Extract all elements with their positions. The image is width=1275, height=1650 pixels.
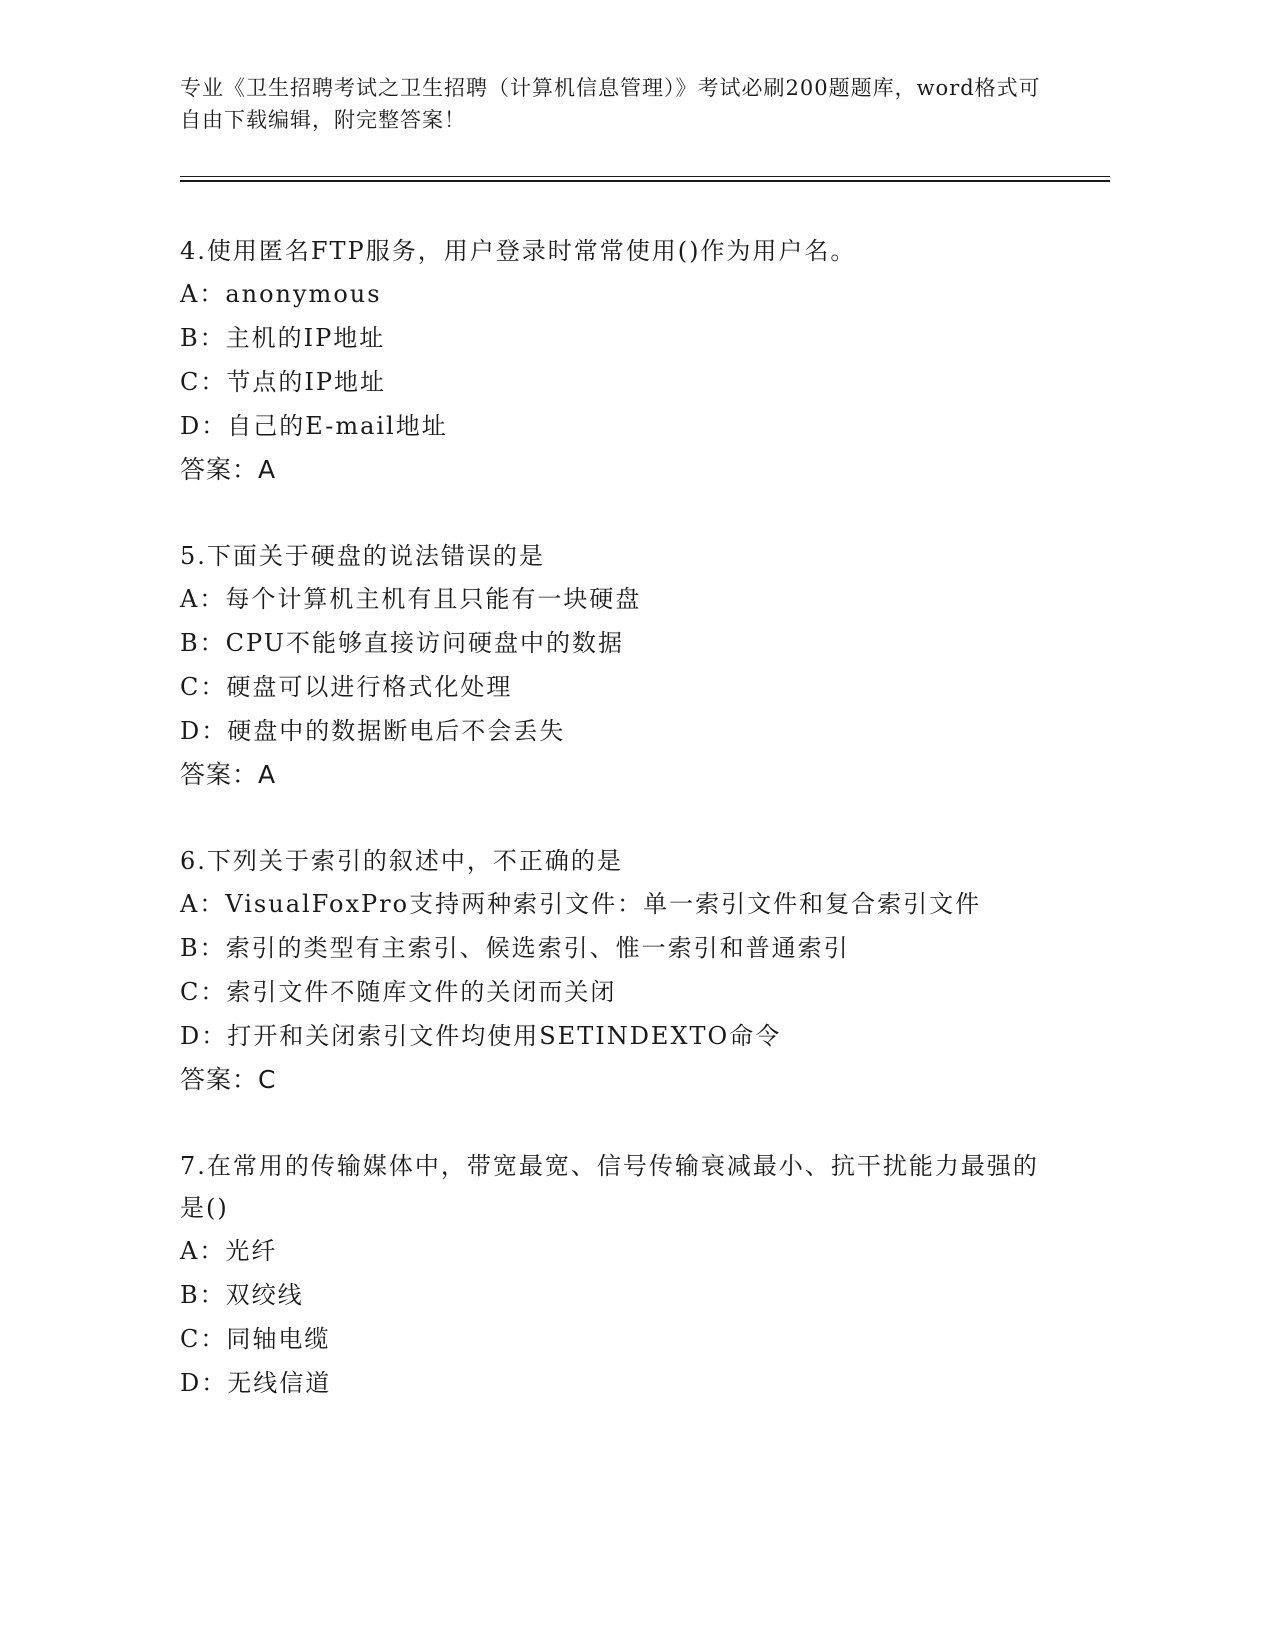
- option-b: B：CPU不能够直接访问硬盘中的数据: [180, 629, 624, 657]
- document-page: [180, 72, 1110, 1405]
- option-d: D：自己的E-mail地址: [180, 412, 448, 440]
- question-stem: 6.下列关于索引的叙述中，不正确的是: [180, 847, 623, 875]
- answer: 答案：C: [180, 1065, 277, 1094]
- option-d: D：打开和关闭索引文件均使用SETINDEXTO命令: [180, 1022, 782, 1050]
- divider-line-thin: [180, 176, 1110, 177]
- option-c: C：硬盘可以进行格式化处理: [180, 673, 513, 701]
- option-d: D：硬盘中的数据断电后不会丢失: [180, 717, 566, 745]
- option-a: A：每个计算机主机有且只能有一块硬盘: [180, 585, 642, 613]
- option-c: C：同轴电缆: [180, 1325, 331, 1353]
- answer: 答案：A: [180, 760, 277, 789]
- question-5: [180, 535, 1110, 797]
- question-stem: 5.下面关于硬盘的说法错误的是: [180, 542, 545, 570]
- option-c: C：节点的IP地址: [180, 368, 386, 396]
- question-6: [180, 840, 1110, 1102]
- question-stem: 7.在常用的传输媒体中，带宽最宽、信号传输衰减最小、抗干扰能力最强的是(): [180, 1152, 1039, 1222]
- option-a: A：VisualFoxPro支持两种索引文件：单一索引文件和复合索引文件: [180, 890, 982, 918]
- option-b: B：双绞线: [180, 1281, 304, 1309]
- question-stem: 4.使用匿名FTP服务，用户登录时常常使用()作为用户名。: [180, 237, 857, 265]
- option-a: A：anonymous: [180, 280, 382, 308]
- option-b: B：索引的类型有主索引、候选索引、惟一索引和普通索引: [180, 934, 850, 962]
- question-4: [180, 230, 1110, 492]
- question-7: [180, 1145, 1110, 1405]
- option-b: B：主机的IP地址: [180, 324, 386, 352]
- answer: 答案：A: [180, 455, 277, 484]
- document-header: 专业《卫生招聘考试之卫生招聘（计算机信息管理）》考试必刷200题题库，word格式可自由下载编辑，附完整答案！: [180, 76, 1041, 132]
- option-c: C：索引文件不随库文件的关闭而关闭: [180, 978, 617, 1006]
- option-a: A：光纤: [180, 1237, 278, 1265]
- option-d: D：无线信道: [180, 1369, 332, 1397]
